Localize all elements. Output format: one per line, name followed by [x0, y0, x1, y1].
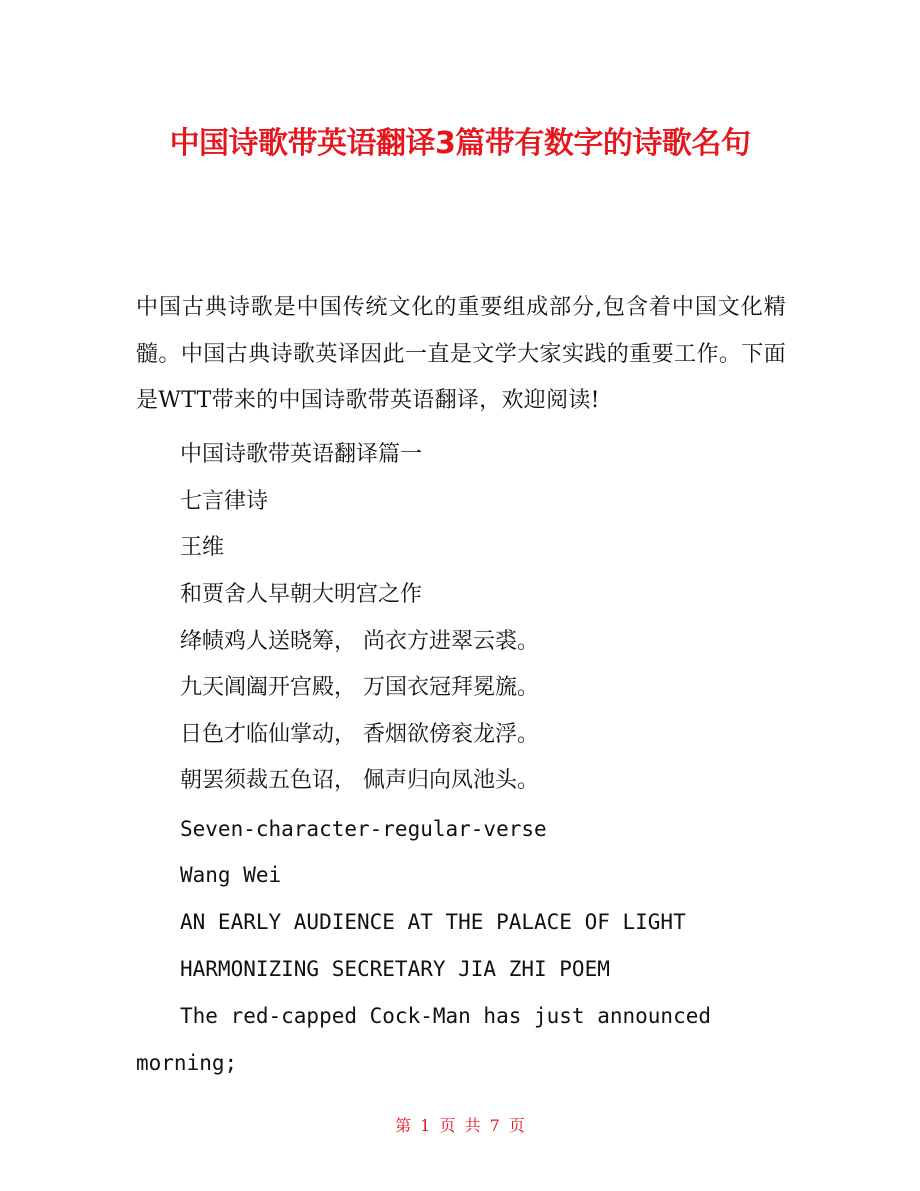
page-footer: 第 1 页 共 7 页	[395, 1116, 525, 1135]
poem-line: 朝罢须裁五色诏， 佩声归向凤池头。	[180, 768, 539, 793]
document-title: 中国诗歌带英语翻译3篇带有数字的诗歌名句	[169, 126, 751, 161]
poem-line: 日色才临仙掌动， 香烟欲傍衮龙浮。	[180, 722, 539, 747]
section-heading: 中国诗歌带英语翻译篇一	[180, 442, 423, 467]
english-form: Seven-character-regular-verse	[180, 817, 547, 841]
intro-paragraph: 中国古典诗歌是中国传统文化的重要组成部分,包含着中国文化精髓。中国古典诗歌英译因此一直是文学大家实践的重要工作。下面是WTT带来的中国诗歌带英语翻译，欢迎阅读!	[136, 295, 786, 413]
english-verse-continuation: morning;	[136, 1051, 238, 1075]
english-author: Wang Wei	[180, 863, 282, 887]
poem-line: 绛帻鸡人送晓筹， 尚衣方进翠云裘。	[180, 629, 539, 654]
english-subtitle: HARMONIZING SECRETARY JIA ZHI POEM	[180, 957, 610, 981]
english-verse-line: The red-capped Cock-Man has just announced	[180, 1004, 712, 1028]
english-title: AN EARLY AUDIENCE AT THE PALACE OF LIGHT	[180, 910, 686, 934]
poem-line: 九天阊阖开宫殿， 万国衣冠拜冕旒。	[180, 675, 539, 700]
poem-form: 七言律诗	[180, 489, 269, 514]
poem-author: 王维	[180, 535, 225, 560]
poem-title: 和贾舍人早朝大明宫之作	[180, 582, 423, 607]
